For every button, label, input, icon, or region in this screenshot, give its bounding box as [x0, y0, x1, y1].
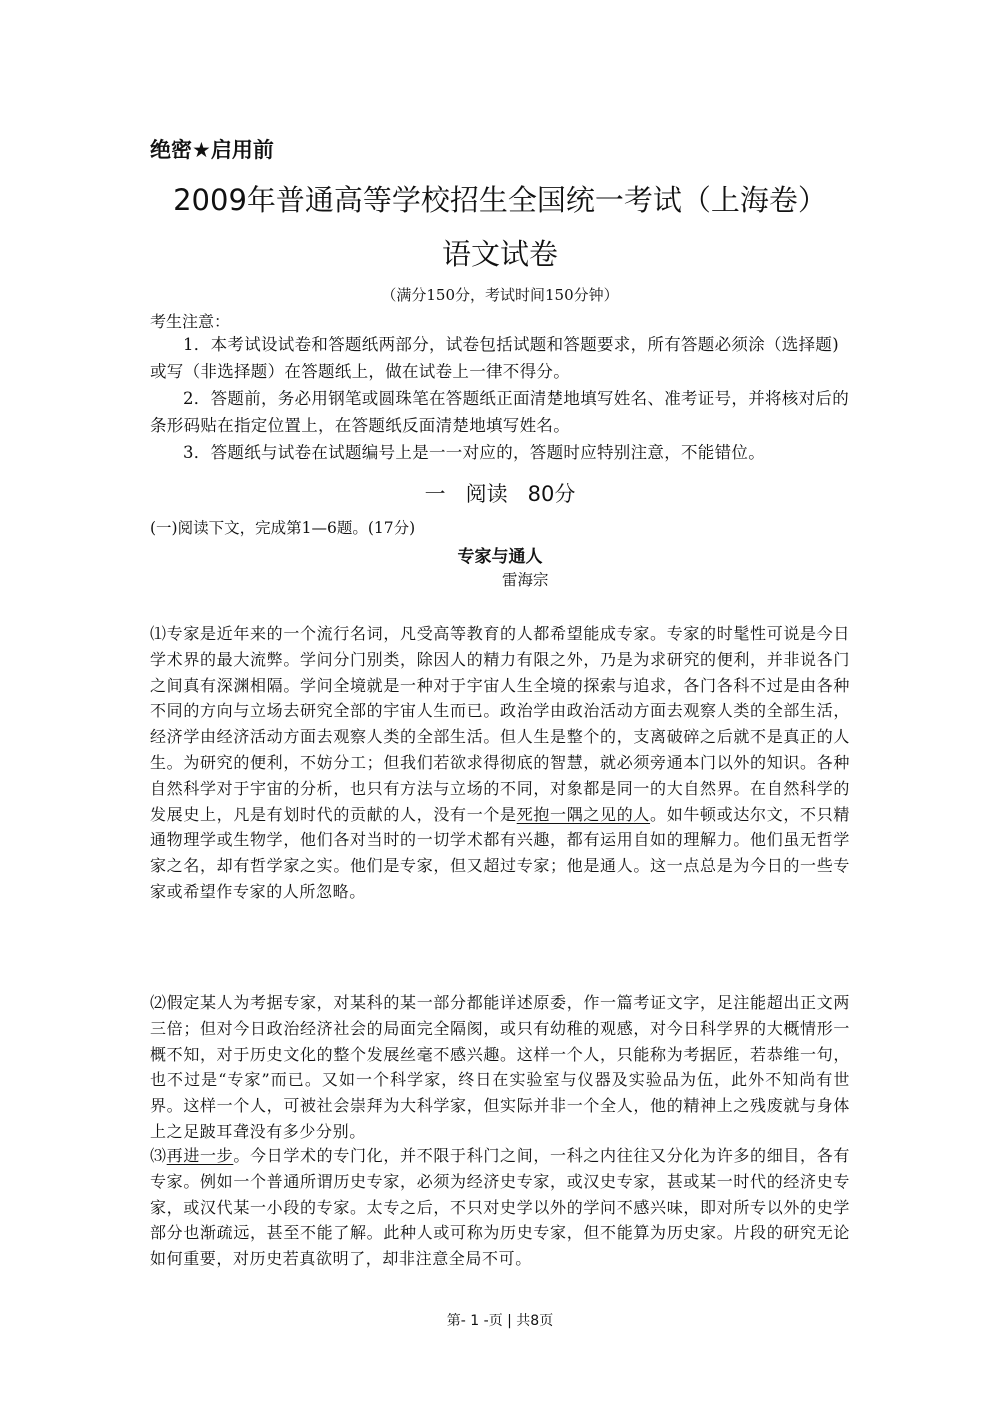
page-footer: 第- 1 -页 | 共8页: [446, 1313, 554, 1329]
section-name: 阅读: [465, 482, 508, 506]
article-title: 专家与通人: [457, 547, 543, 567]
paragraph-3-text: 。今日学术的专门化，并不限于科门之间，一科之内往往又分化为许多的细目，各有专家。例如一个普通所谓历史专家，必须为经济史专家，或汉史专家，甚或某一时代的经济史专家，或汉代某一小段的专家。太专之后，不只对史学以外的学问不感兴味，即对所专以外的史学部分也渐疏远，甚至不能了解。此种人或可称为历史专家，但不能算为历史家。片段的研究无论如何重要，对历史若真欲明了，却非注意全局不可。: [150, 1146, 850, 1269]
article-author: 雷海宗: [502, 571, 549, 589]
paragraph-3-underlined-phrase: 再进一步: [166, 1146, 234, 1165]
paragraph-1-text-b: 。如牛顿或达尔文，不只精通物理学或生物学，他们各对当时的一切学术都有兴趣，都有运用自如的理解力。他们虽无哲学家之名，却有哲学家之实。他们是专家，但又超过专家；他是通人。这一点总是为今日的一些专家或希望作专家的人所忽略。: [150, 804, 850, 901]
article-paragraph-1: [150, 621, 850, 905]
score-time-note: （满分150分，考试时间150分钟）: [381, 286, 619, 304]
section-score: 80分: [527, 482, 576, 506]
notice-item-1: 1．本考试设试卷和答题纸两部分，试卷包括试题和答题要求，所有答题必须涂（选择题)或写（非选择题）在答题纸上，做在试卷上一律不得分。: [150, 335, 839, 381]
notice-item-3: 3．答题纸与试卷在试题编号上是一一对应的，答题时应特别注意，不能错位。: [183, 443, 765, 462]
article-paragraph-2: ⑵假定某人为考据专家，对某科的某一部分都能详述原委，作一篇考证文字，足注能超出正文两三倍；但对今日政治经济社会的局面完全隔阂，或只有幼稚的观感，对今日科学界的大概情形一概不知，对于历史文化的整个发展丝毫不感兴趣。这样一个人，只能称为考据匠，若恭维一句，也不过是“专家”而已。又如一个科学家，终日在实验室与仪器及实验品为伍，此外不知尚有世界。这样一个人，可被社会崇拜为大科学家，但实际并非一个全人，他的精神上之残废就与身体上之足跛耳聋没有多少分别。: [150, 993, 850, 1141]
section-number: 一: [424, 482, 446, 506]
paragraph-3-number: ⑶: [150, 1146, 167, 1165]
section-heading: [0, 478, 1000, 508]
article-paragraph-3: [150, 1143, 850, 1272]
paragraph-1-text-a: ⑴专家是近年来的一个流行名词，凡受高等教育的人都希望能成专家。专家的时髦性可说是今日学术界的最大流弊。学问分门别类，除因人的精力有限之外，乃是为求研究的便利，并非说各门之间真有深渊相隔。学问全境就是一种对于宇宙人生全境的探索与追求，各门各科不过是由各种不同的方向与立场去研究全部的宇宙人生而已。政治学由政治活动方面去观察人类的全部生活，经济学由经济活动方面去观察人类的全部生活。但人生是整个的，支离破碎之后就不是真正的人生。为研究的便利，不妨分工；但我们若欲求得彻底的智慧，就必须旁通本门以外的知识。各种自然科学对于宇宙的分析，也只有方法与立场的不同，对象都是同一的大自然界。在自然科学的发展史上，凡是有划时代的贡献的人，没有一个是: [150, 624, 850, 824]
paragraph-1-underlined-phrase: 死抱一隅之见的人: [516, 804, 651, 824]
notice-heading: 考生注意：: [150, 312, 231, 331]
exam-subtitle: 语文试卷: [441, 237, 558, 271]
exam-title: 2009年普通高等学校招生全国统一考试（上海卷）: [173, 183, 827, 217]
confidential-label: 绝密★启用前: [150, 138, 274, 162]
notice-item-2: 2．答题前，务必用钢笔或圆珠笔在答题纸正面清楚地填写姓名、准考证号，并将核对后的条形码贴在指定位置上，在答题纸反面清楚地填写姓名。: [150, 389, 849, 435]
question-instruction: (一)阅读下文，完成第1—6题。(17分): [150, 519, 416, 537]
